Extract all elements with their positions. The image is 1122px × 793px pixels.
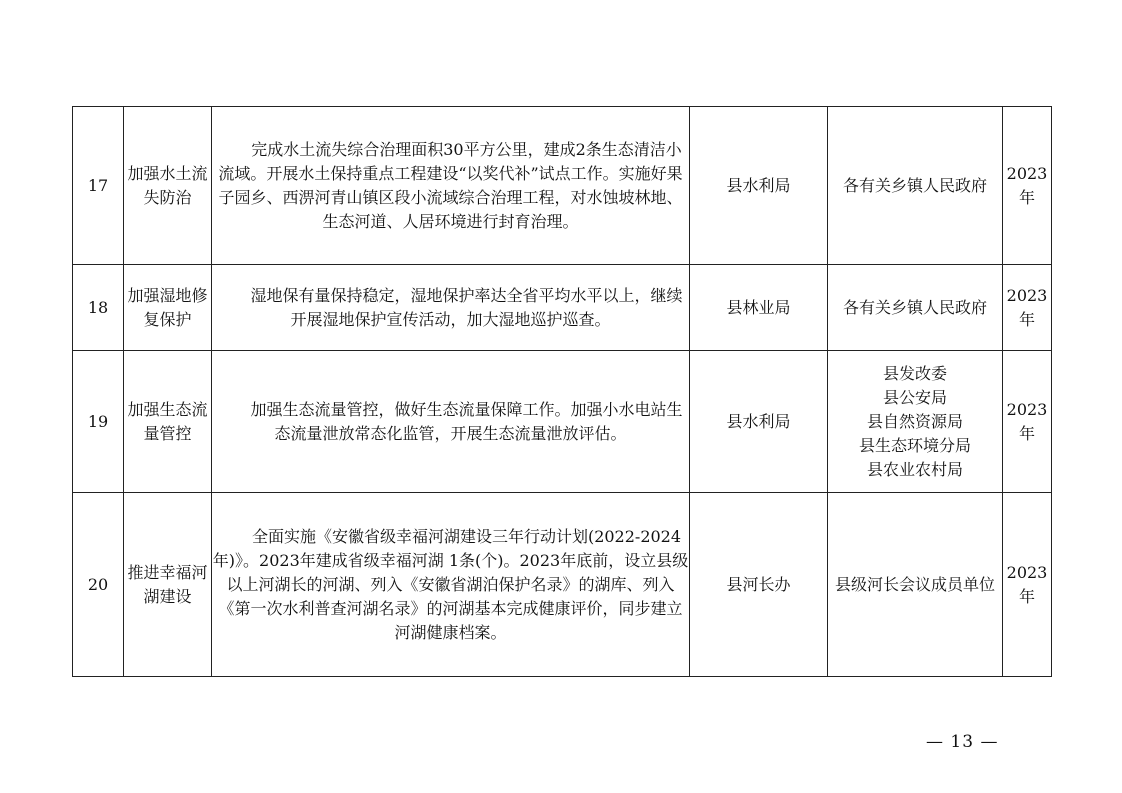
task-title: 加强湿地修复保护 <box>124 265 212 351</box>
deadline-year: 2023 <box>1006 399 1048 419</box>
task-content-text: 全面实施《安徽省级幸福河湖建设三年行动计划(2022-2024年)》。2023年建成省级幸福河湖 1条(个)。2023年底前，设立县级以上河湖长的河湖、列入《安徽省湖泊保护名录》的湖库、列入《第一次水利普查河湖名录》的河湖基本完成健康评价，同步建立河湖健康档案。 <box>212 526 689 642</box>
task-content <box>212 107 690 265</box>
task-title: 加强生态流量管控 <box>124 351 212 493</box>
row-number: 19 <box>73 351 124 493</box>
cooperating-unit: 各有关乡镇人民政府 <box>842 175 987 195</box>
table-row <box>73 265 1052 351</box>
deadline-unit: 年 <box>1018 309 1035 329</box>
cooperating-unit: 县自然资源局 <box>866 411 963 431</box>
task-title: 推进幸福河湖建设 <box>124 493 212 677</box>
task-content-text: 完成水土流失综合治理面积30平方公里，建成2条生态清洁小流域。开展水土保持重点工程建设“以奖代补”试点工作。实施好果子园乡、西淠河青山镇区段小流域综合治理工程，对水蚀坡林地、生态河道、人居环境进行封育治理。 <box>218 139 683 231</box>
lead-unit: 县河长办 <box>690 493 828 677</box>
page-number: — 13 — <box>926 732 999 752</box>
deadline <box>1003 493 1052 677</box>
deadline <box>1003 351 1052 493</box>
deadline-year: 2023 <box>1006 285 1048 305</box>
cooperating-unit: 县公安局 <box>882 387 947 407</box>
cooperating-units <box>828 265 1003 351</box>
lead-unit: 县水利局 <box>690 351 828 493</box>
cooperating-units <box>828 351 1003 493</box>
table-row <box>73 107 1052 265</box>
deadline-year: 2023 <box>1006 562 1048 582</box>
lead-unit: 县林业局 <box>690 265 828 351</box>
row-number: 20 <box>73 493 124 677</box>
table-row <box>73 493 1052 677</box>
deadline-unit: 年 <box>1018 586 1035 606</box>
deadline-year: 2023 <box>1006 163 1048 183</box>
task-content <box>212 493 690 677</box>
task-title: 加强水土流失防治 <box>124 107 212 265</box>
deadline <box>1003 107 1052 265</box>
deadline-unit: 年 <box>1018 187 1035 207</box>
task-content <box>212 265 690 351</box>
deadline <box>1003 265 1052 351</box>
cooperating-units <box>828 107 1003 265</box>
cooperating-unit: 各有关乡镇人民政府 <box>842 297 987 317</box>
cooperating-unit: 县发改委 <box>882 363 947 383</box>
task-table <box>72 106 1052 677</box>
task-content-text: 湿地保有量保持稳定，湿地保护率达全省平均水平以上，继续开展湿地保护宣传活动，加大湿地巡护巡查。 <box>250 285 683 329</box>
cooperating-units <box>828 493 1003 677</box>
row-number: 17 <box>73 107 124 265</box>
deadline-unit: 年 <box>1018 423 1035 443</box>
row-number: 18 <box>73 265 124 351</box>
cooperating-unit: 县生态环境分局 <box>858 435 971 455</box>
cooperating-unit: 县农业农村局 <box>866 459 963 479</box>
task-content <box>212 351 690 493</box>
task-content-text: 加强生态流量管控，做好生态流量保障工作。加强小水电站生态流量泄放常态化监管，开展生态流量泄放评估。 <box>250 399 683 443</box>
cooperating-unit: 县级河长会议成员单位 <box>834 574 995 594</box>
table-row <box>73 351 1052 493</box>
lead-unit: 县水利局 <box>690 107 828 265</box>
